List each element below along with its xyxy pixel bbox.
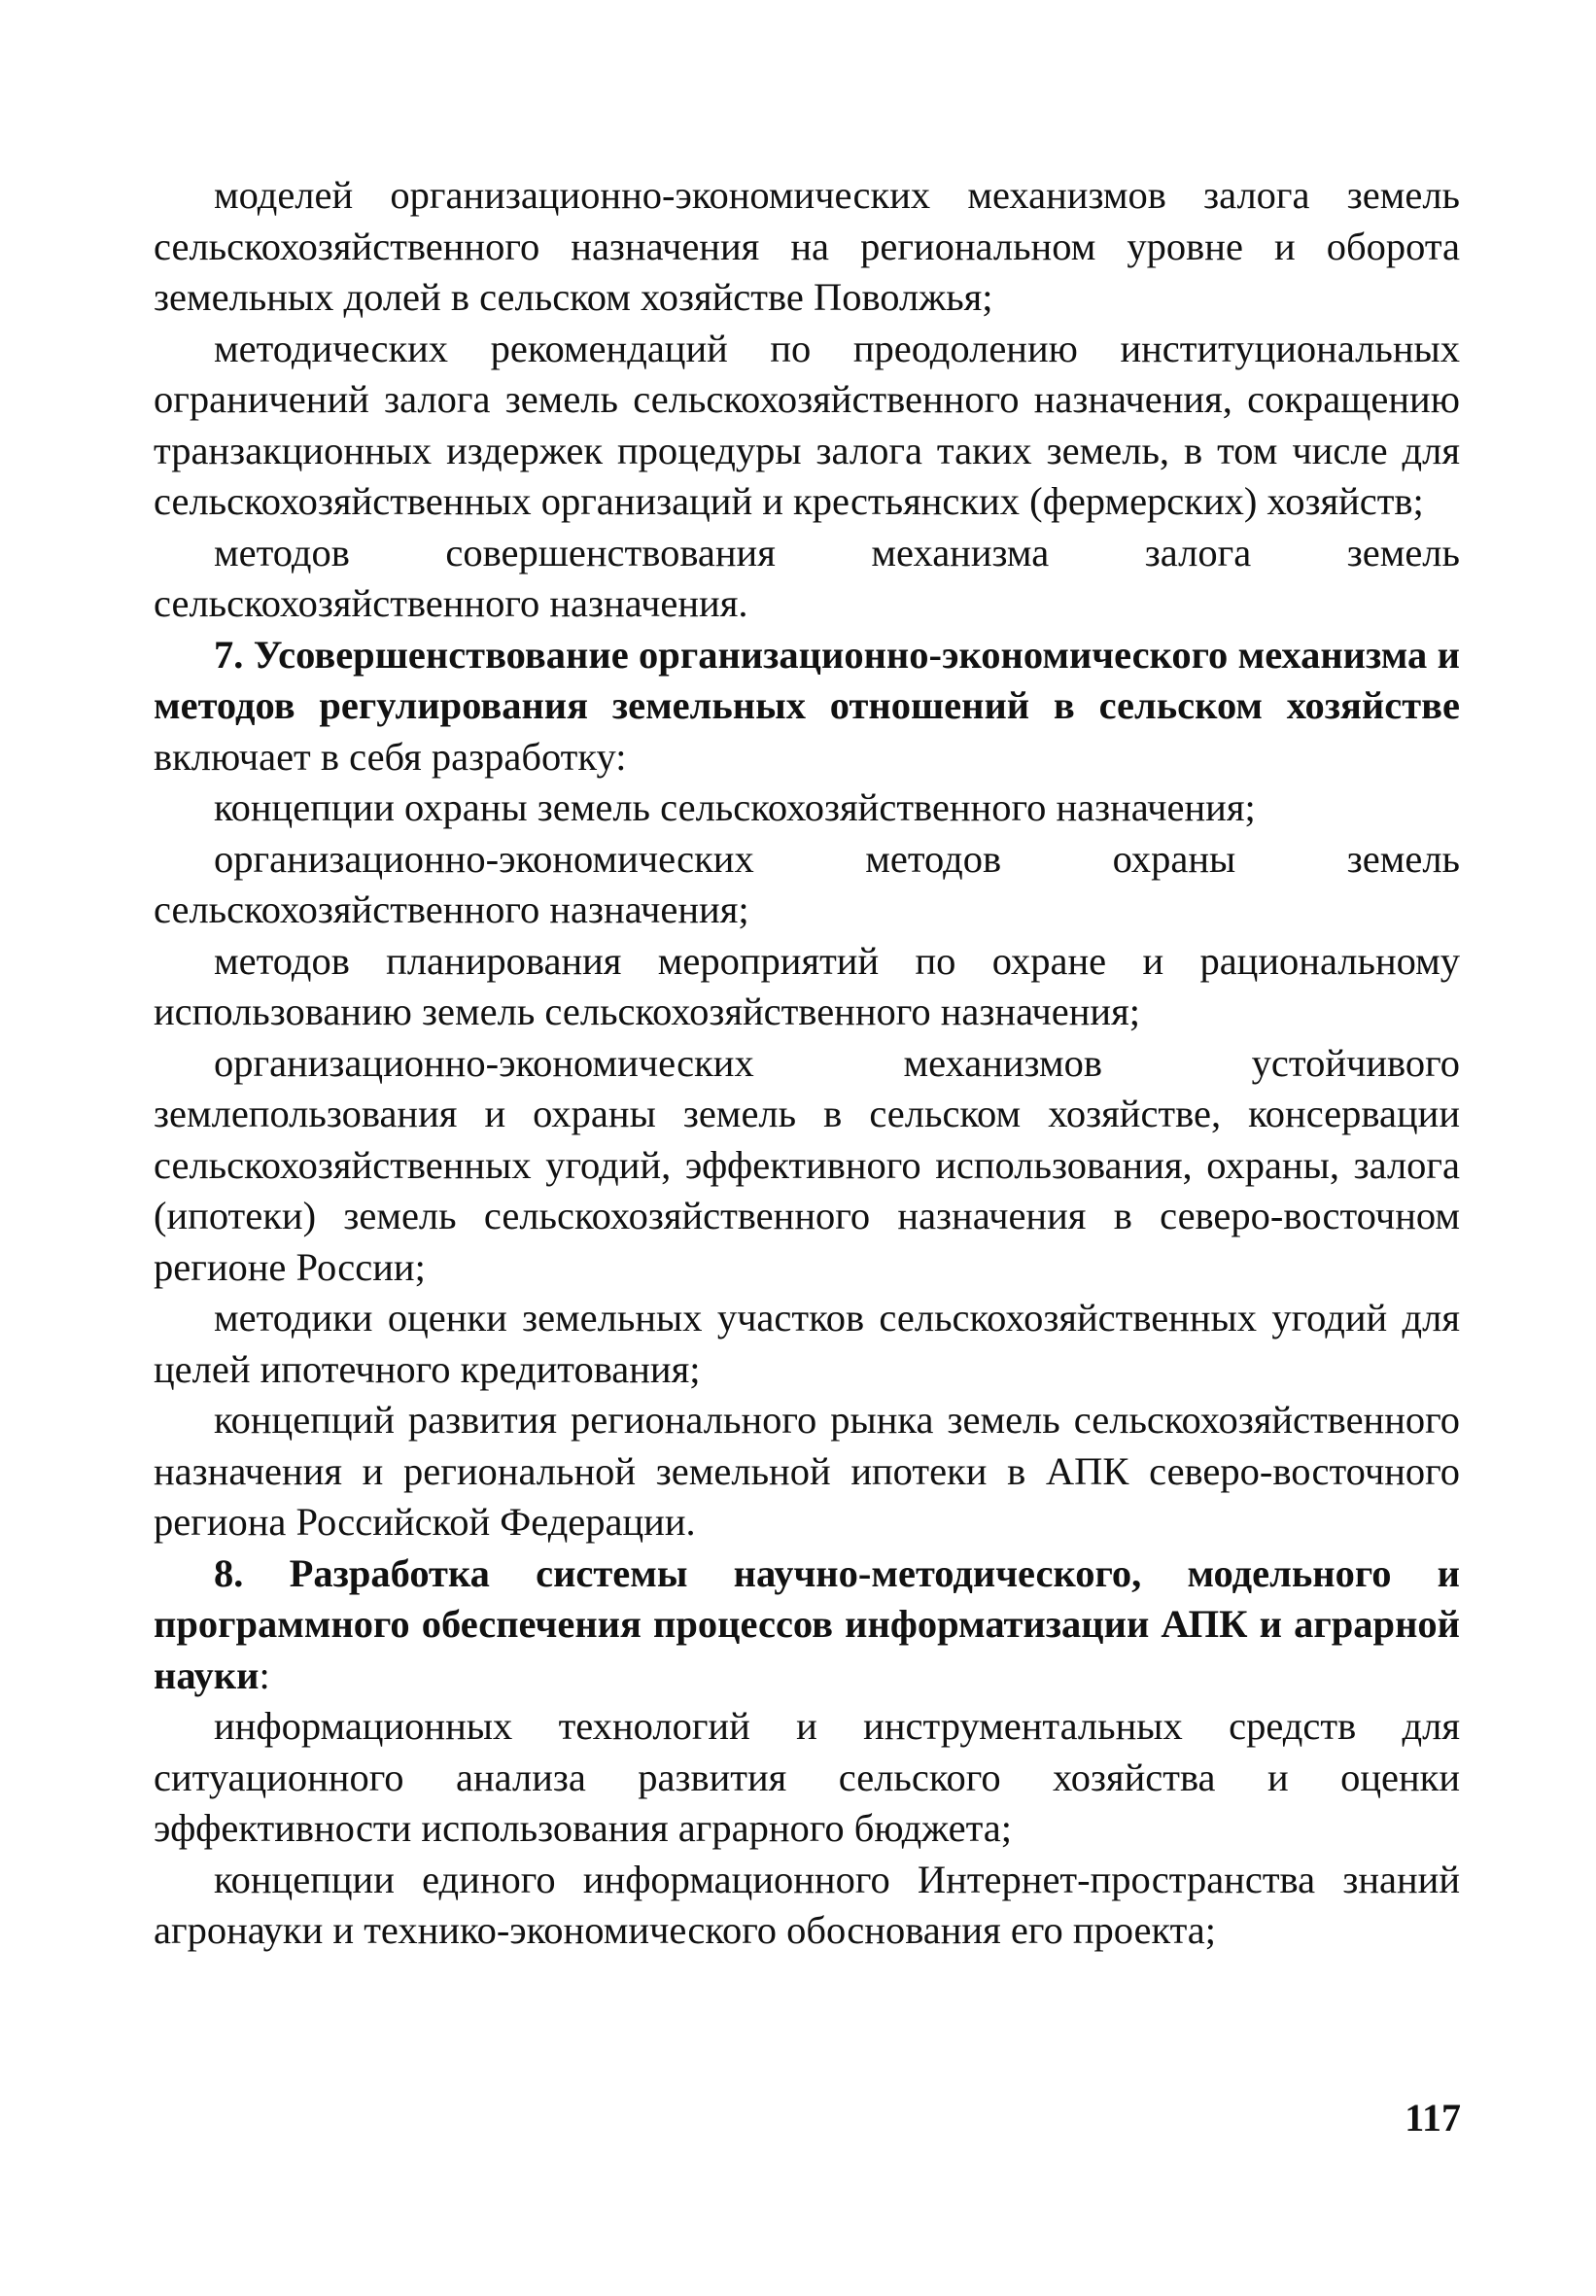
paragraph-5: концепции охраны земель сельскохозяйственного назначения; bbox=[214, 785, 1256, 829]
page-body bbox=[154, 170, 1460, 1957]
paragraph-8: организационно-экономических механизмов устойчивого землепользования и охраны земель в сельском хозяйстве, консервации сельскохозяйственных угодий, эффективного использования, охраны, залога (ипотеки) земель сельскохозяйственного назначения в северо-восточном регионе России; bbox=[154, 1040, 1460, 1289]
page-number: 117 bbox=[1405, 2096, 1461, 2139]
section-8-heading: 8. Разработка системы научно-методического, модельного и программного обеспечения процессов информатизации АПК и аграрной науки: bbox=[154, 1550, 1460, 1697]
section-8-title: 8. Разработка системы научно-методического, модельного и программного обеспечения процессов информатизации АПК и аграрной науки bbox=[154, 1550, 1460, 1697]
section-7-heading: 7. Усовершенствование организационно-экономического механизма и методов регулирования земельных отношений в сельском хозяйстве включает в себя разработку: bbox=[154, 632, 1460, 779]
paragraph-3: методов совершенствования механизма залога земель сельскохозяйственного назначения. bbox=[154, 530, 1460, 625]
paragraph-9: методики оценки земельных участков сельскохозяйственных угодий для целей ипотечного кредитования; bbox=[154, 1296, 1460, 1391]
paragraph-10: концепций развития регионального рынка земель сельскохозяйственного назначения и региональной земельной ипотеки в АПК северо-восточного региона Российской Федерации. bbox=[154, 1398, 1460, 1544]
paragraph-7: методов планирования мероприятий по охране и рациональному использованию земель сельскохозяйственного назначения; bbox=[154, 938, 1460, 1033]
paragraph-6: организационно-экономических методов охраны земель сельскохозяйственного назначения; bbox=[154, 836, 1460, 931]
paragraph-2: методических рекомендаций по преодолению институциональных ограничений залога земель сельскохозяйственного назначения, сокращению транзакционных издержек процедуры залога таких земель, в том числе для сельскохозяйственных организаций и крестьянских (фермерских) хозяйств; bbox=[154, 326, 1460, 523]
section-7-title: 7. Усовершенствование организационно-экономического механизма и методов регулирования земельных отношений в сельском хозяйстве bbox=[154, 632, 1460, 727]
paragraph-1: моделей организационно-экономических механизмов залога земель сельскохозяйственного назначения на региональном уровне и оборота земельных долей в сельском хозяйстве Поволжья; bbox=[154, 173, 1460, 319]
paragraph-12: информационных технологий и инструментальных средств для ситуационного анализа развития сельского хозяйства и оценки эффективности использования аграрного бюджета; bbox=[154, 1704, 1460, 1850]
paragraph-13: концепции единого информационного Интернет-пространства знаний агронауки и технико-экономического обоснования его проекта; bbox=[154, 1857, 1460, 1952]
